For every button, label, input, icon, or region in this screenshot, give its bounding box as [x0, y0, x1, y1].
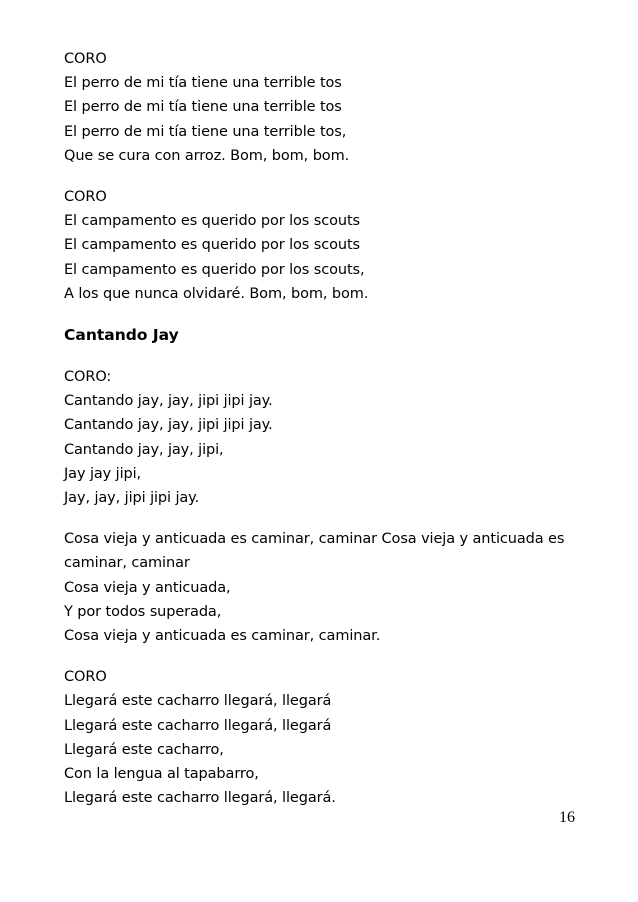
verse-line: Que se cura con arroz. Bom, bom, bom.: [64, 147, 350, 164]
verse-line: Cantando jay, jay, jipi jipi jay.: [64, 417, 273, 434]
verse-line: Con la lengua al tapabarro,: [64, 766, 259, 783]
verse-line: Llegará este cacharro llegará, llegará.: [64, 790, 336, 807]
verse-line: El perro de mi tía tiene una terrible tos,: [64, 123, 347, 140]
verse-line: Jay, jay, jipi jipi jay.: [64, 490, 200, 507]
verse-line: El campamento es querido por los scouts,: [64, 261, 365, 278]
song-page: [64, 47, 584, 827]
verse-line: El perro de mi tía tiene una terrible tos: [64, 75, 342, 92]
verse-line: El campamento es querido por los scouts: [64, 213, 360, 230]
song-title: Cantando Jay: [64, 326, 179, 345]
verse-line: Cosa vieja y anticuada es caminar, caminar.: [64, 628, 381, 645]
verse-line: El campamento es querido por los scouts: [64, 237, 360, 254]
verse-line: Cosa vieja y anticuada es caminar, caminar Cosa vieja y anticuada es caminar, caminar: [64, 531, 565, 572]
verse-line: Jay jay jipi,: [64, 465, 142, 482]
verse-line: CORO: [64, 51, 107, 67]
verse-line: Llegará este cacharro,: [64, 741, 224, 758]
verse-line: Llegará este cacharro llegará, llegará: [64, 717, 332, 734]
verse-line: Llegará este cacharro llegará, llegará: [64, 693, 332, 710]
verse-block-cosa-vieja: [64, 527, 584, 648]
verse-line: CORO: [64, 189, 107, 206]
verse-line: Cosa vieja y anticuada,: [64, 579, 231, 596]
page-number: 16: [559, 809, 575, 826]
chorus-block-cantando: [64, 365, 584, 510]
verse-block-campamento: [64, 185, 584, 306]
verse-line: CORO: [64, 669, 107, 686]
verse-line: El perro de mi tía tiene una terrible tos: [64, 99, 342, 116]
verse-line: Y por todos superada,: [64, 603, 222, 620]
verse-line: A los que nunca olvidaré. Bom, bom, bom.: [64, 285, 369, 302]
verse-line: Cantando jay, jay, jipi,: [64, 441, 224, 458]
verse-line: CORO:: [64, 369, 112, 386]
verse-block-perro: [64, 47, 584, 168]
chorus-block-cacharro: [64, 665, 584, 810]
verse-line: Cantando jay, jay, jipi jipi jay.: [64, 393, 273, 410]
